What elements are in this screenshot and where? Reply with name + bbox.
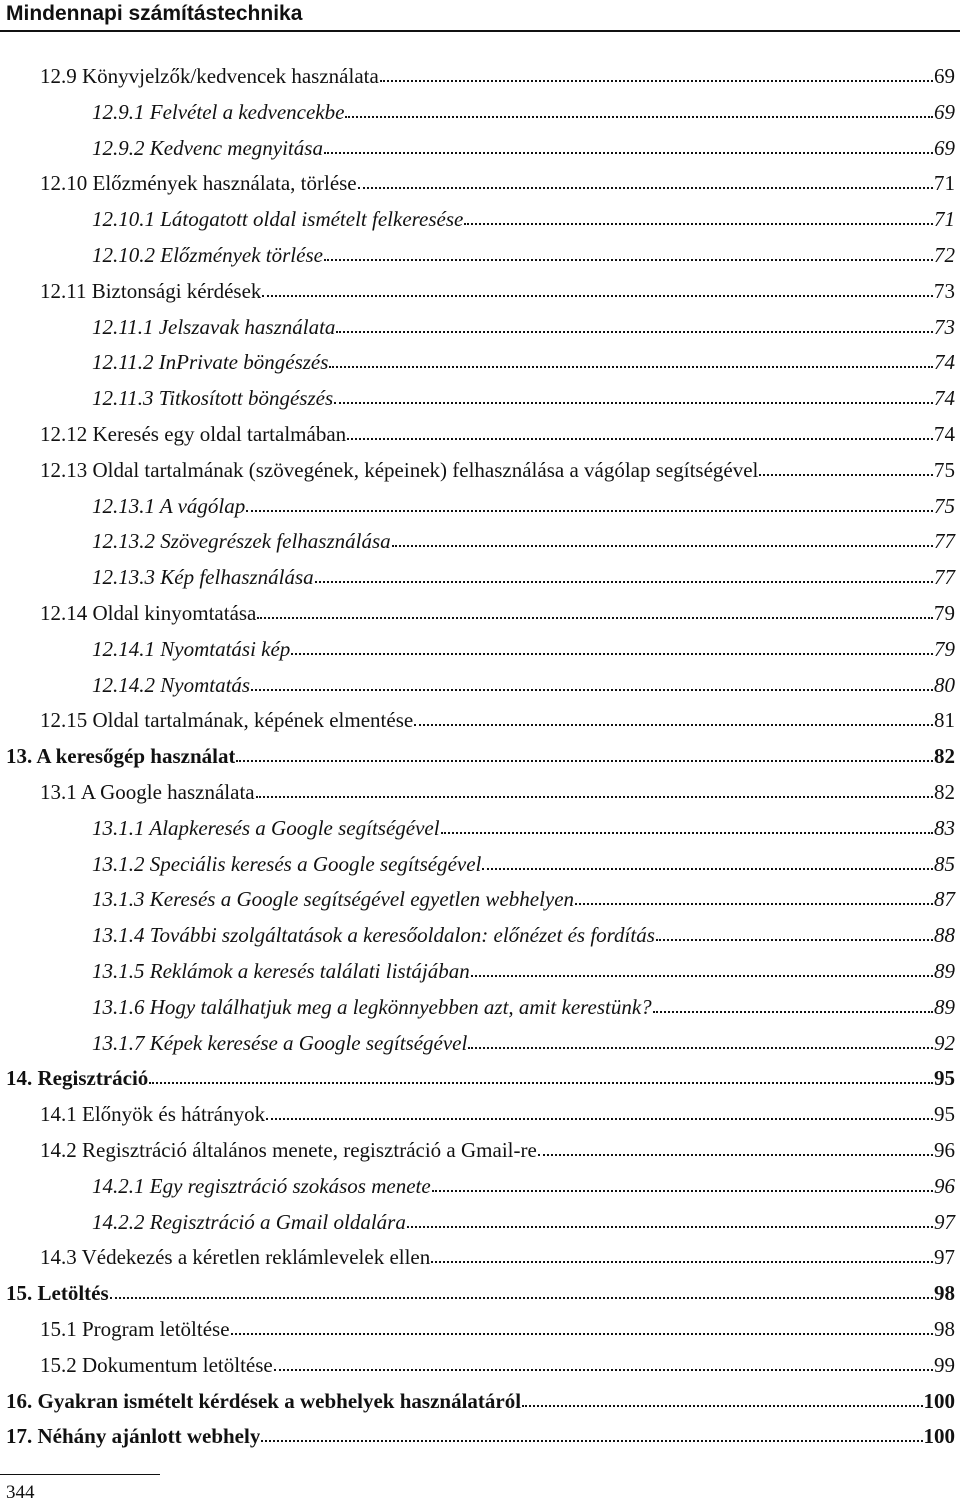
toc-entry-title: 12.13.3 Kép felhasználása — [92, 565, 314, 590]
toc-entry[interactable] — [40, 159, 955, 195]
toc-entry-page: 96 — [934, 1138, 955, 1162]
toc-dot-leader — [324, 259, 933, 261]
toc-entry-title: 13.1.7 Képek keresése a Google segítségével — [92, 1030, 468, 1055]
toc-dot-leader — [347, 438, 933, 440]
toc-entry-title: 12.14.2 Nyomtatás — [92, 672, 251, 697]
toc-entry-title: 17. Néhány ajánlott webhely — [6, 1424, 261, 1449]
toc-entry-page: 74 — [934, 386, 955, 411]
toc-entry-page: 81 — [934, 708, 955, 733]
toc-entry[interactable] — [92, 911, 955, 947]
toc-entry-title: 12.13.1 A vágólap — [92, 493, 246, 518]
running-header: Mindennapi számítástechnika — [6, 2, 303, 25]
toc-dot-leader — [324, 152, 933, 154]
toc-entry[interactable] — [92, 1162, 955, 1198]
toc-entry-title: 14. Regisztráció — [6, 1066, 149, 1091]
toc-entry[interactable] — [92, 231, 955, 267]
toc-entry-page: 96 — [934, 1173, 955, 1198]
toc-entry-title: 12.10.1 Látogatott oldal ismételt felkeresése — [92, 207, 464, 232]
toc-dot-leader — [231, 1333, 933, 1335]
toc-dot-leader — [291, 653, 933, 655]
toc-entry[interactable] — [92, 625, 955, 661]
toc-dot-leader — [468, 1047, 933, 1049]
toc-entry[interactable] — [6, 1412, 955, 1448]
toc-entry-title: 15. Letöltés — [6, 1281, 109, 1306]
toc-dot-leader — [274, 1369, 933, 1371]
toc-dot-leader — [471, 975, 933, 977]
toc-dot-leader — [653, 1011, 933, 1013]
toc-entry-title: 13.1.6 Hogy találhatjuk meg a legkönnyebben azt, amit kerestünk? — [92, 994, 652, 1019]
toc-dot-leader — [432, 1190, 933, 1192]
toc-entry-title: 15.1 Program letöltése — [40, 1317, 230, 1341]
toc-entry-page: 79 — [934, 636, 955, 661]
toc-entry-title: 12.9.1 Felvétel a kedvencekbe — [92, 99, 345, 124]
toc-entry[interactable] — [40, 1126, 955, 1162]
toc-dot-leader — [336, 331, 933, 333]
toc-entry[interactable] — [6, 732, 955, 768]
toc-dot-leader — [441, 832, 933, 834]
toc-dot-leader — [538, 1154, 933, 1156]
toc-entry[interactable] — [40, 267, 955, 303]
toc-entry-title: 13. A keresőgép használat — [6, 744, 236, 769]
toc-dot-leader — [392, 545, 933, 547]
toc-entry-title: 12.9 Könyvjelzők/kedvencek használata — [40, 64, 379, 88]
toc-entry-title: 12.13.2 Szövegrészek felhasználása — [92, 529, 391, 554]
toc-entry-title: 13.1.5 Reklámok a keresés találati listájában — [92, 959, 470, 983]
toc-entry-page: 80 — [934, 672, 955, 697]
toc-dot-leader — [251, 689, 933, 691]
toc-entry-page: 92 — [934, 1030, 955, 1055]
toc-entry[interactable] — [40, 446, 955, 482]
toc-dot-leader — [329, 366, 933, 368]
toc-entry-title: 12.11 Biztonsági kérdések — [40, 278, 262, 303]
toc-entry-title: 13.1 A Google használata — [40, 780, 255, 804]
toc-entry[interactable] — [92, 517, 955, 553]
toc-dot-leader — [315, 581, 933, 583]
toc-entry-page: 97 — [934, 1245, 955, 1270]
toc-entry[interactable] — [92, 338, 955, 374]
toc-entry-page: 69 — [934, 135, 955, 160]
toc-entry[interactable] — [92, 374, 955, 410]
toc-entry[interactable] — [92, 1019, 955, 1055]
toc-entry-title: 12.11.3 Titkosított böngészés — [92, 386, 334, 411]
toc-dot-leader — [236, 760, 933, 762]
toc-dot-leader — [246, 510, 933, 512]
toc-entry[interactable] — [92, 875, 955, 911]
toc-dot-leader — [358, 187, 933, 189]
toc-entry[interactable] — [40, 589, 955, 625]
toc-entry[interactable] — [40, 52, 955, 88]
toc-entry-page: 95 — [934, 1102, 955, 1127]
toc-entry[interactable] — [92, 553, 955, 589]
toc-dot-leader — [256, 796, 933, 798]
toc-entry-page: 87 — [934, 887, 955, 912]
toc-dot-leader — [110, 1297, 933, 1299]
toc-entry-title: 15.2 Dokumentum letöltése — [40, 1352, 273, 1377]
toc-entry-title: 12.14.1 Nyomtatási kép — [92, 636, 291, 661]
toc-entry[interactable] — [40, 768, 955, 804]
toc-entry-page: 72 — [934, 243, 955, 267]
toc-entry-title: 14.2.1 Egy regisztráció szokásos menete — [92, 1173, 431, 1198]
toc-entry[interactable] — [92, 482, 955, 518]
toc-entry-title: 13.1.2 Speciális keresés a Google segítségével — [92, 851, 482, 876]
toc-entry-title: 12.13 Oldal tartalmának (szövegének, képeinek) felhasználása a vágólap segítségével — [40, 457, 759, 482]
toc-entry[interactable] — [40, 410, 955, 446]
toc-entry-title: 12.10.2 Előzmények törlése — [92, 243, 323, 267]
toc-entry-title: 12.10 Előzmények használata, törlése — [40, 171, 357, 196]
toc-entry[interactable] — [6, 1054, 955, 1090]
toc-entry-title: 14.2.2 Regisztráció a Gmail oldalára — [92, 1209, 406, 1234]
toc-dot-leader — [345, 116, 933, 118]
toc-dot-leader — [414, 724, 933, 726]
toc-entry-page: 82 — [934, 744, 955, 769]
toc-dot-leader — [266, 1118, 933, 1120]
toc-dot-leader — [522, 1405, 922, 1407]
toc-entry-page: 74 — [934, 350, 955, 375]
toc-dot-leader — [575, 903, 933, 905]
toc-entry-title: 12.11.2 InPrivate böngészés — [92, 350, 329, 375]
toc-entry[interactable] — [40, 1090, 955, 1126]
toc-entry[interactable] — [92, 88, 955, 124]
toc-entry-page: 69 — [934, 64, 955, 88]
toc-entry-title: 14.1 Előnyök és hátrányok — [40, 1102, 266, 1127]
toc-entry-page: 73 — [934, 314, 955, 339]
page-number: 344 — [6, 1482, 35, 1503]
toc-entry-title: 12.12 Keresés egy oldal tartalmában — [40, 422, 347, 446]
toc-dot-leader — [149, 1082, 933, 1084]
header-rule — [0, 30, 960, 32]
toc-dot-leader — [431, 1261, 933, 1263]
toc-entry-title: 13.1.3 Keresés a Google segítségével egyetlen webhelyen — [92, 887, 575, 912]
toc-entry-page: 95 — [934, 1066, 955, 1091]
toc-dot-leader — [407, 1226, 933, 1228]
toc-entry-page: 89 — [934, 994, 955, 1019]
toc-entry-page: 77 — [934, 529, 955, 554]
toc-entry[interactable] — [92, 124, 955, 160]
toc-entry-page: 75 — [934, 457, 955, 482]
toc-entry[interactable] — [40, 1233, 955, 1269]
toc-entry-title: 14.3 Védekezés a kéretlen reklámlevelek ellen — [40, 1245, 431, 1270]
toc-entry[interactable] — [40, 696, 955, 732]
toc-dot-leader — [656, 939, 933, 941]
toc-entry-page: 71 — [934, 171, 955, 196]
toc-entry-page: 99 — [934, 1352, 955, 1377]
toc-entry-title: 13.1.1 Alapkeresés a Google segítségével — [92, 815, 440, 840]
toc-entry[interactable] — [92, 661, 955, 697]
toc-entry-page: 74 — [934, 422, 955, 446]
toc-entry-title: 12.9.2 Kedvenc megnyitása — [92, 135, 323, 160]
toc-entry[interactable] — [92, 804, 955, 840]
toc-entry[interactable] — [6, 1377, 955, 1413]
toc-dot-leader — [380, 80, 933, 82]
toc-entry-page: 73 — [934, 278, 955, 303]
toc-entry-page: 71 — [934, 207, 955, 232]
toc-dot-leader — [482, 868, 933, 870]
toc-dot-leader — [257, 617, 933, 619]
toc-dot-leader — [261, 1440, 922, 1442]
toc-entry-page: 97 — [934, 1209, 955, 1234]
toc-dot-leader — [334, 402, 933, 404]
toc-entry[interactable] — [92, 947, 955, 983]
toc-entry-page: 79 — [934, 601, 955, 625]
toc-entry[interactable] — [6, 1269, 955, 1305]
toc-entry-title: 13.1.4 További szolgáltatások a keresőoldalon: előnézet és fordítás — [92, 923, 655, 948]
toc-entry-page: 98 — [934, 1281, 955, 1306]
toc-entry-title: 14.2 Regisztráció általános menete, regisztráció a Gmail-re — [40, 1138, 537, 1162]
toc-entry[interactable] — [92, 840, 955, 876]
toc-entry-page: 75 — [934, 493, 955, 518]
toc-entry[interactable] — [40, 1341, 955, 1377]
toc-entry-title: 12.15 Oldal tartalmának, képének elmentése — [40, 708, 414, 733]
toc-entry-page: 100 — [923, 1424, 955, 1449]
toc-dot-leader — [262, 295, 933, 297]
toc-entry-page: 100 — [923, 1388, 955, 1413]
footer-rule — [0, 1474, 160, 1475]
toc-entry-title: 12.11.1 Jelszavak használata — [92, 314, 336, 339]
toc-entry[interactable] — [92, 983, 955, 1019]
toc-entry-page: 85 — [934, 851, 955, 876]
toc-entry[interactable] — [40, 1305, 955, 1341]
toc-entry-page: 98 — [934, 1317, 955, 1341]
toc-entry[interactable] — [92, 303, 955, 339]
toc-entry[interactable] — [92, 1198, 955, 1234]
toc-dot-leader — [759, 474, 933, 476]
toc-entry[interactable] — [92, 195, 955, 231]
toc-entry-title: 12.14 Oldal kinyomtatása — [40, 601, 257, 625]
toc-entry-title: 16. Gyakran ismételt kérdések a webhelyek használatáról — [6, 1388, 522, 1413]
toc-entry-page: 69 — [934, 99, 955, 124]
toc-entry-page: 77 — [934, 565, 955, 590]
toc-dot-leader — [464, 223, 933, 225]
toc-entry-page: 82 — [934, 780, 955, 804]
toc-entry-page: 83 — [934, 815, 955, 840]
toc-entry-page: 89 — [934, 959, 955, 983]
toc-entry-page: 88 — [934, 923, 955, 948]
